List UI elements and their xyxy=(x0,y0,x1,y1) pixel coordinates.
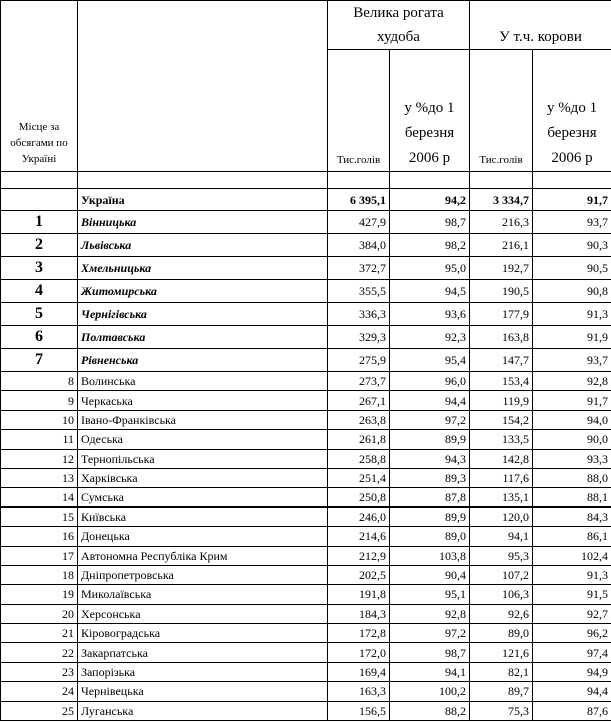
header-cattle-pct: у %до 1 березня 2006 р xyxy=(390,50,470,172)
region-cell: Донецька xyxy=(78,527,328,546)
header-cattle-heads: Тис.голів xyxy=(328,50,390,172)
cattle-heads-cell: 191,8 xyxy=(328,585,390,604)
table-row xyxy=(1,372,611,391)
cattle-heads-cell: 267,1 xyxy=(328,391,390,410)
table-row xyxy=(1,257,611,280)
cows-heads-cell: 89,0 xyxy=(470,624,533,643)
region-cell: Кіровоградська xyxy=(78,624,328,643)
cows-heads-cell: 106,3 xyxy=(470,585,533,604)
rank-cell: 18 xyxy=(1,565,78,584)
cows-heads-cell: 154,2 xyxy=(470,410,533,429)
cattle-heads-cell: 172,0 xyxy=(328,643,390,662)
table-row xyxy=(1,701,611,720)
cattle-pct-cell: 95,1 xyxy=(390,585,470,604)
rank-cell: 7 xyxy=(1,349,78,372)
cattle-heads-cell: 329,3 xyxy=(328,326,390,349)
table-row xyxy=(1,585,611,604)
cattle-pct-cell: 95,0 xyxy=(390,257,470,280)
cows-pct-cell: 92,8 xyxy=(533,372,611,391)
cows-heads-cell: 163,8 xyxy=(470,326,533,349)
rank-cell: 10 xyxy=(1,410,78,429)
table-row xyxy=(1,349,611,372)
cows-pct-cell: 86,1 xyxy=(533,527,611,546)
cows-pct-cell: 90,3 xyxy=(533,234,611,257)
cattle-heads-cell: 169,4 xyxy=(328,662,390,681)
cattle-pct-cell: 97,2 xyxy=(390,410,470,429)
cows-pct-cell: 91,3 xyxy=(533,565,611,584)
rank-cell: 23 xyxy=(1,662,78,681)
cows-heads-cell: 192,7 xyxy=(470,257,533,280)
cattle-pct-cell: 87,8 xyxy=(390,488,470,507)
rank-cell: 1 xyxy=(1,211,78,234)
cattle-heads-cell: 214,6 xyxy=(328,527,390,546)
cows-pct-cell: 90,0 xyxy=(533,430,611,449)
cows-heads-cell: 135,1 xyxy=(470,488,533,507)
region-cell: Вінницька xyxy=(78,211,328,234)
cattle-heads-cell: 355,5 xyxy=(328,280,390,303)
region-cell: Запорізька xyxy=(78,662,328,681)
cows-pct-cell: 94,4 xyxy=(533,682,611,701)
cattle-heads-cell: 336,3 xyxy=(328,303,390,326)
cows-pct-cell: 92,7 xyxy=(533,604,611,623)
table-row xyxy=(1,488,611,507)
header-group-cows: У т.ч. корови xyxy=(470,1,611,50)
cattle-pct-cell: 89,0 xyxy=(390,527,470,546)
cattle-pct-cell: 96,0 xyxy=(390,372,470,391)
cattle-pct-cell: 88,2 xyxy=(390,701,470,720)
cows-pct-cell: 91,7 xyxy=(533,391,611,410)
cows-heads-cell: 119,9 xyxy=(470,391,533,410)
rank-cell: 3 xyxy=(1,257,78,280)
rank-cell: 20 xyxy=(1,604,78,623)
region-cell: Харківська xyxy=(78,468,328,487)
region-cell: Хмельницька xyxy=(78,257,328,280)
total-cows: 3 334,7 xyxy=(470,189,533,211)
region-cell: Чернігівська xyxy=(78,303,328,326)
cows-heads-cell: 95,3 xyxy=(470,546,533,565)
table-row xyxy=(1,624,611,643)
table-row xyxy=(1,662,611,681)
cattle-heads-cell: 246,0 xyxy=(328,507,390,526)
cattle-heads-cell: 172,8 xyxy=(328,624,390,643)
rank-cell: 24 xyxy=(1,682,78,701)
table-row xyxy=(1,430,611,449)
cattle-heads-cell: 258,8 xyxy=(328,449,390,468)
table-row xyxy=(1,449,611,468)
rank-cell: 5 xyxy=(1,303,78,326)
rank-cell: 16 xyxy=(1,527,78,546)
region-cell: Автономна Республіка Крим xyxy=(78,546,328,565)
table-row xyxy=(1,468,611,487)
cattle-heads-cell: 275,9 xyxy=(328,349,390,372)
cattle-pct-cell: 98,7 xyxy=(390,643,470,662)
cows-pct-cell: 93,7 xyxy=(533,349,611,372)
total-cattle: 6 395,1 xyxy=(328,189,390,211)
cattle-pct-cell: 98,7 xyxy=(390,211,470,234)
table-row xyxy=(1,565,611,584)
table-row xyxy=(1,280,611,303)
region-cell: Черкаська xyxy=(78,391,328,410)
cattle-pct-cell: 94,4 xyxy=(390,391,470,410)
table-row xyxy=(1,682,611,701)
cows-heads-cell: 216,1 xyxy=(470,234,533,257)
cattle-pct-cell: 100,2 xyxy=(390,682,470,701)
cattle-heads-cell: 202,5 xyxy=(328,565,390,584)
cows-pct-cell: 91,5 xyxy=(533,585,611,604)
rank-cell: 8 xyxy=(1,372,78,391)
header-place: Місце за обсягами по Україні xyxy=(1,1,78,172)
region-cell: Чернівецька xyxy=(78,682,328,701)
cows-pct-cell: 93,3 xyxy=(533,449,611,468)
cows-heads-cell: 153,4 xyxy=(470,372,533,391)
cows-heads-cell: 94,1 xyxy=(470,527,533,546)
cattle-pct-cell: 94,5 xyxy=(390,280,470,303)
cattle-heads-cell: 163,3 xyxy=(328,682,390,701)
cows-pct-cell: 90,5 xyxy=(533,257,611,280)
cows-heads-cell: 147,7 xyxy=(470,349,533,372)
table-row xyxy=(1,527,611,546)
cows-heads-cell: 89,7 xyxy=(470,682,533,701)
cattle-pct-cell: 92,8 xyxy=(390,604,470,623)
table-row xyxy=(1,234,611,257)
region-cell: Тернопільська xyxy=(78,449,328,468)
region-cell: Рівненська xyxy=(78,349,328,372)
table-row xyxy=(1,391,611,410)
header-cows-pct: у %до 1 березня 2006 р xyxy=(533,50,611,172)
cattle-heads-cell: 384,0 xyxy=(328,234,390,257)
rank-cell: 2 xyxy=(1,234,78,257)
table-row xyxy=(1,303,611,326)
total-row xyxy=(1,189,611,211)
cattle-heads-cell: 184,3 xyxy=(328,604,390,623)
cows-pct-cell: 84,3 xyxy=(533,507,611,526)
cattle-heads-cell: 261,8 xyxy=(328,430,390,449)
cows-pct-cell: 90,8 xyxy=(533,280,611,303)
table-row xyxy=(1,211,611,234)
cattle-heads-cell: 251,4 xyxy=(328,468,390,487)
rank-cell: 14 xyxy=(1,488,78,507)
header-group-cattle: Велика рогата худоба xyxy=(328,1,470,50)
region-cell: Полтавська xyxy=(78,326,328,349)
cows-heads-cell: 216,3 xyxy=(470,211,533,234)
rank-cell: 9 xyxy=(1,391,78,410)
cows-heads-cell: 120,0 xyxy=(470,507,533,526)
cows-pct-cell: 94,0 xyxy=(533,410,611,429)
cows-pct-cell: 97,4 xyxy=(533,643,611,662)
cattle-pct-cell: 89,3 xyxy=(390,468,470,487)
cattle-heads-cell: 427,9 xyxy=(328,211,390,234)
cattle-heads-cell: 273,7 xyxy=(328,372,390,391)
rank-cell: 4 xyxy=(1,280,78,303)
region-cell: Київська xyxy=(78,507,328,526)
cows-heads-cell: 117,6 xyxy=(470,468,533,487)
region-cell: Закарпатська xyxy=(78,643,328,662)
table-row xyxy=(1,507,611,526)
region-cell: Луганська xyxy=(78,701,328,720)
rank-cell: 15 xyxy=(1,507,78,526)
cows-heads-cell: 177,9 xyxy=(470,303,533,326)
cows-heads-cell: 75,3 xyxy=(470,701,533,720)
cows-heads-cell: 107,2 xyxy=(470,565,533,584)
header-region-blank xyxy=(78,1,328,172)
cattle-heads-cell: 212,9 xyxy=(328,546,390,565)
cows-pct-cell: 91,3 xyxy=(533,303,611,326)
region-cell: Івано-Франківська xyxy=(78,410,328,429)
cows-heads-cell: 142,8 xyxy=(470,449,533,468)
total-cattle-pct: 94,2 xyxy=(390,189,470,211)
cattle-pct-cell: 94,1 xyxy=(390,662,470,681)
rank-cell: 25 xyxy=(1,701,78,720)
cows-pct-cell: 93,7 xyxy=(533,211,611,234)
cows-pct-cell: 91,9 xyxy=(533,326,611,349)
total-region: Україна xyxy=(78,189,328,211)
cows-pct-cell: 88,1 xyxy=(533,488,611,507)
region-cell: Сумська xyxy=(78,488,328,507)
cows-pct-cell: 87,6 xyxy=(533,701,611,720)
cattle-heads-cell: 250,8 xyxy=(328,488,390,507)
rank-cell: 13 xyxy=(1,468,78,487)
cattle-pct-cell: 92,3 xyxy=(390,326,470,349)
cattle-heads-cell: 263,8 xyxy=(328,410,390,429)
cows-pct-cell: 88,0 xyxy=(533,468,611,487)
region-cell: Волинська xyxy=(78,372,328,391)
table-row xyxy=(1,326,611,349)
total-cows-pct: 91,7 xyxy=(533,189,611,211)
rank-cell: 17 xyxy=(1,546,78,565)
cattle-pct-cell: 90,4 xyxy=(390,565,470,584)
rank-cell: 6 xyxy=(1,326,78,349)
cows-heads-cell: 121,6 xyxy=(470,643,533,662)
region-cell: Херсонська xyxy=(78,604,328,623)
table-row xyxy=(1,410,611,429)
cattle-pct-cell: 94,3 xyxy=(390,449,470,468)
cattle-pct-cell: 97,2 xyxy=(390,624,470,643)
cows-heads-cell: 133,5 xyxy=(470,430,533,449)
cattle-pct-cell: 103,8 xyxy=(390,546,470,565)
cows-heads-cell: 190,5 xyxy=(470,280,533,303)
cattle-pct-cell: 93,6 xyxy=(390,303,470,326)
cattle-pct-cell: 98,2 xyxy=(390,234,470,257)
rank-cell: 19 xyxy=(1,585,78,604)
rank-cell: 12 xyxy=(1,449,78,468)
cows-heads-cell: 92,6 xyxy=(470,604,533,623)
cattle-heads-cell: 156,5 xyxy=(328,701,390,720)
region-cell: Львівська xyxy=(78,234,328,257)
rank-cell: 11 xyxy=(1,430,78,449)
table-row xyxy=(1,643,611,662)
cows-pct-cell: 94,9 xyxy=(533,662,611,681)
table-row xyxy=(1,546,611,565)
rank-cell: 21 xyxy=(1,624,78,643)
region-cell: Миколаївська xyxy=(78,585,328,604)
cattle-heads-cell: 372,7 xyxy=(328,257,390,280)
spacer-row xyxy=(1,172,611,189)
cattle-pct-cell: 89,9 xyxy=(390,507,470,526)
cows-pct-cell: 96,2 xyxy=(533,624,611,643)
rank-cell: 22 xyxy=(1,643,78,662)
region-cell: Одеська xyxy=(78,430,328,449)
region-cell: Житомирська xyxy=(78,280,328,303)
table-row xyxy=(1,604,611,623)
region-cell: Дніпропетровська xyxy=(78,565,328,584)
cattle-pct-cell: 89,9 xyxy=(390,430,470,449)
cows-pct-cell: 102,4 xyxy=(533,546,611,565)
header-cows-heads: Тис.голів xyxy=(470,50,533,172)
cows-heads-cell: 82,1 xyxy=(470,662,533,681)
cattle-pct-cell: 95,4 xyxy=(390,349,470,372)
